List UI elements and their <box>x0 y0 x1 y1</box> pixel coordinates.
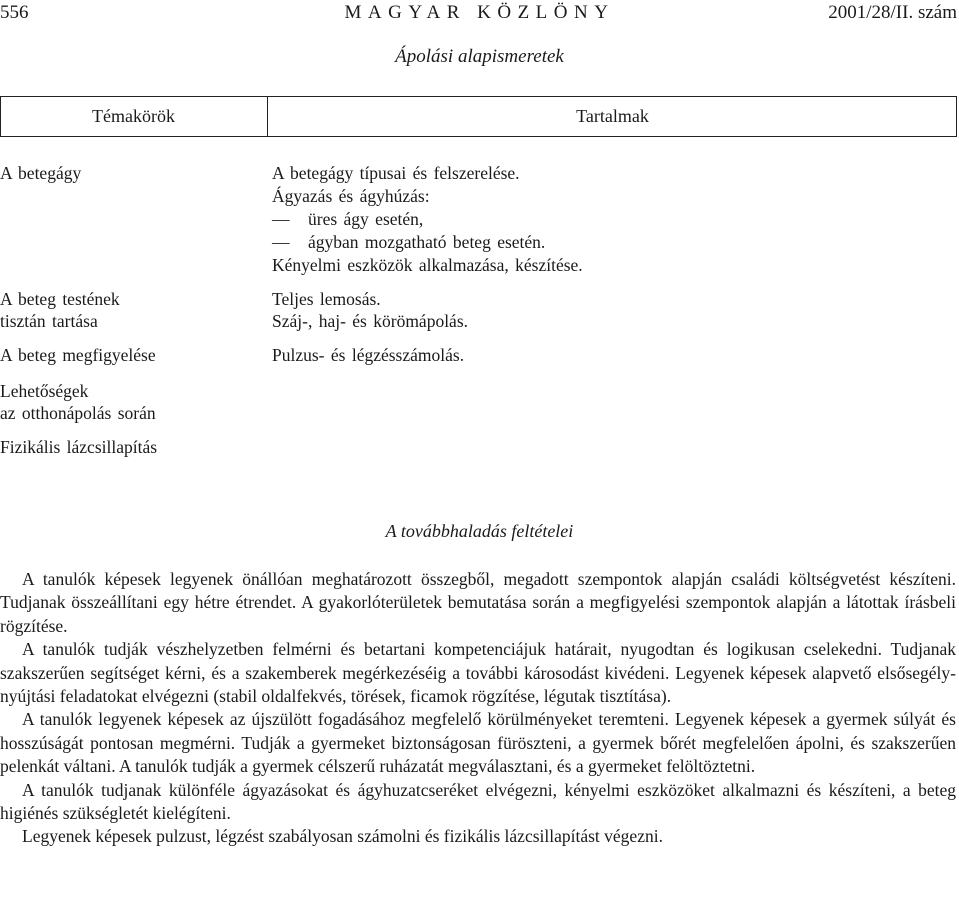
content-line: Száj-, haj- és körömápolás. <box>272 311 469 331</box>
conditions-paragraph: A tanulók legyenek képesek az újszülött fogadásához megfelelő körülményeket teremteni. Legyenek képesek a gyermek súlyát és hosszúságát pontosan megmérni. Tudják a gyermeket biztonságosan füröszteni, a gyermek bőrét megfelelően ápolni, és szakszerűen pelenkát váltani. A tanulók tudják a gyermek célszerű ruházatát megválasztani, és a gyermeket felöltöztetni. <box>0 709 956 777</box>
content-line: Teljes lemosás. <box>272 289 381 309</box>
subject-title: Ápolási alapismeretek <box>395 46 564 67</box>
topic-line: A beteg testének <box>0 289 120 309</box>
content-dash-item <box>272 231 545 254</box>
content-line: A betegágy típusai és felszerelése. <box>272 163 520 183</box>
dash-glyph: — <box>272 209 290 229</box>
conditions-paragraph: A tanulók tudják vészhelyzetben felmérni és betartani kompetenciájuk határait, nyugodtan és logikusan cselekedni. Tudjanak szakszerűen segítséget kérni, és a szakemberek megérkezéséig a további károsodást kivédeni. Legyenek képesek alapvető elsősegély-nyújtási feladatokat elvégezni (stabil oldalfekvés, törések, ficamok rögzítése, légutak tisztítása). <box>0 639 956 707</box>
topic-line: az otthonápolás során <box>0 403 156 423</box>
table-top-rule <box>0 96 957 97</box>
content-line: Pulzus- és légzésszámolás. <box>272 345 465 365</box>
journal-title: MAGYAR KÖZLÖNY <box>344 2 615 23</box>
content-line: Kényelmi eszközök alkalmazása, készítése. <box>272 255 583 275</box>
conditions-title: A továbbhaladás feltételei <box>385 521 574 541</box>
running-header <box>0 2 959 26</box>
conditions-paragraph: A tanulók tudjanak különféle ágyazásokat és ágyhuzatcseréket elvégezni, kényelmi eszközöket alkalmazni és készíteni, a beteg higiénés szükségletét kielégíteni. <box>0 779 956 824</box>
content-line: üres ágy esetén, <box>308 209 424 229</box>
topic-line: Fizikális lázcsillapítás <box>0 437 158 457</box>
content-dash-item <box>272 208 423 231</box>
topic-line: Lehetőségek <box>0 381 89 401</box>
conditions-paragraph: Legyenek képesek pulzust, légzést szabályosan számolni és fizikális lázcsillapítást végezni. <box>22 826 663 847</box>
content-line: ágyban mozgatható beteg esetén. <box>308 232 546 252</box>
column-header-topics: Témakörök <box>92 106 175 126</box>
issue-number: 2001/28/II. szám <box>828 2 957 23</box>
dash-glyph: — <box>272 232 290 252</box>
column-header-contents: Tartalmak <box>576 106 649 126</box>
topic-line: A beteg megfigyelése <box>0 345 156 365</box>
conditions-paragraph: A tanulók képesek legyenek önállóan meghatározott összegből, megadott szempontok alapján családi költségvetést készíteni. Tudjanak összeállítani egy hétre étrendet. A gyakorlóterületek bemutatása során a megfigyelési szempontok alapján a látottak írásbeli rögzítése. <box>0 569 956 636</box>
conditions-text <box>0 568 956 849</box>
content-line: Ágyazás és ágyhúzás: <box>272 186 430 206</box>
table-bottom-rule <box>0 136 957 137</box>
topic-line: tisztán tartása <box>0 311 98 331</box>
page-number: 556 <box>0 2 29 23</box>
topic-line: A betegágy <box>0 163 82 183</box>
